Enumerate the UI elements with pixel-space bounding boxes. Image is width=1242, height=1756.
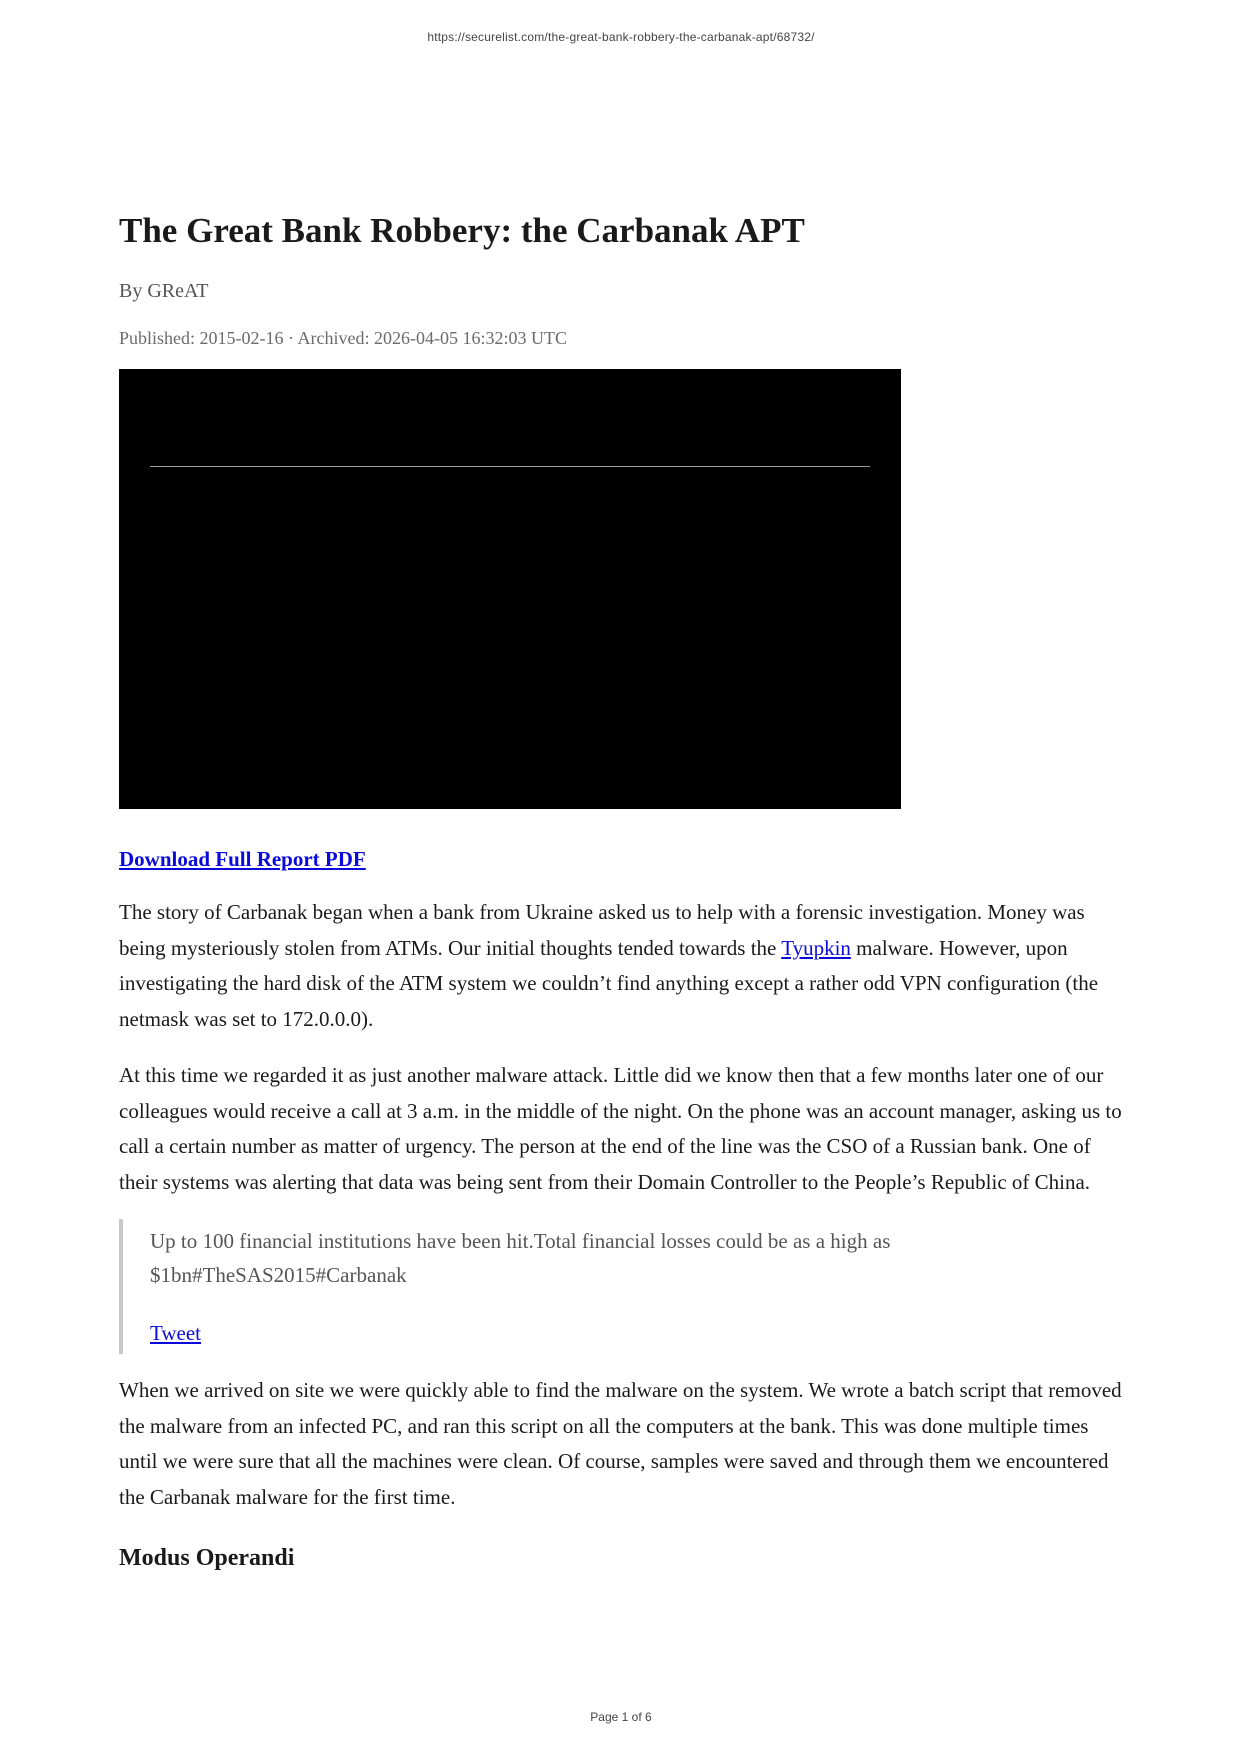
tyupkin-link[interactable]: Tyupkin	[781, 935, 851, 960]
tweet-link[interactable]: Tweet	[150, 1321, 202, 1345]
article-meta: Published: 2015-02-16 · Archived: 2026-04-05 16:32:03 UTC	[119, 328, 567, 348]
tweet-quote	[119, 1219, 1129, 1354]
page-url: https://securelist.com/the-great-bank-robbery-the-carbanak-apt/68732/	[427, 30, 815, 44]
section-heading: Modus Operandi	[119, 1545, 295, 1571]
page-number: Page 1 of 6	[590, 1710, 652, 1724]
paragraph-intro	[119, 895, 1129, 1037]
paragraph-call: At this time we regarded it as just another malware attack. Little did we know then that a few months later one of our colleagues would receive a call at 3 a.m. in the middle of the night. On the phone was an account manager, asking us to call a certain number as matter of urgency. The person at the end of the line was the CSO of a Russian bank. One of their systems was alerting that data was being sent from their Domain Controller to the People’s Republic of China.	[119, 1063, 1122, 1194]
quote-text: Up to 100 financial institutions have been hit.Total financial losses could be as a high as $1bn#TheSAS2015#Carbanak	[150, 1229, 891, 1287]
article-byline: By GReAT	[119, 280, 209, 302]
tweet-container	[150, 1316, 1129, 1350]
download-report-link[interactable]: Download Full Report PDF	[119, 847, 366, 871]
embedded-video[interactable]	[119, 369, 901, 809]
download-report	[119, 845, 1129, 873]
article	[119, 210, 1129, 1573]
article-title: The Great Bank Robbery: the Carbanak APT	[119, 211, 805, 250]
paragraph-intro-text-before: The story of Carbanak began when a bank from Ukraine asked us to help with a forensic investigation. Money was being mysteriously stolen from ATMs. Our initial thoughts tended towards the	[119, 900, 1085, 960]
paragraph-intro-text-after: malware. However, upon investigating the hard disk of the ATM system we couldn’t find anything except a rather odd VPN configuration (the netmask was set to 172.0.0.0).	[119, 935, 1099, 1031]
paragraph-onsite: When we arrived on site we were quickly able to find the malware on the system. We wrote a batch script that removed the malware from an infected PC, and ran this script on all the computers at the bank. This was done multiple times until we were sure that all the machines were clean. Of course, samples were saved and through them we encountered the Carbanak malware for the first time.	[119, 1378, 1122, 1509]
video-progress-line	[150, 466, 870, 467]
